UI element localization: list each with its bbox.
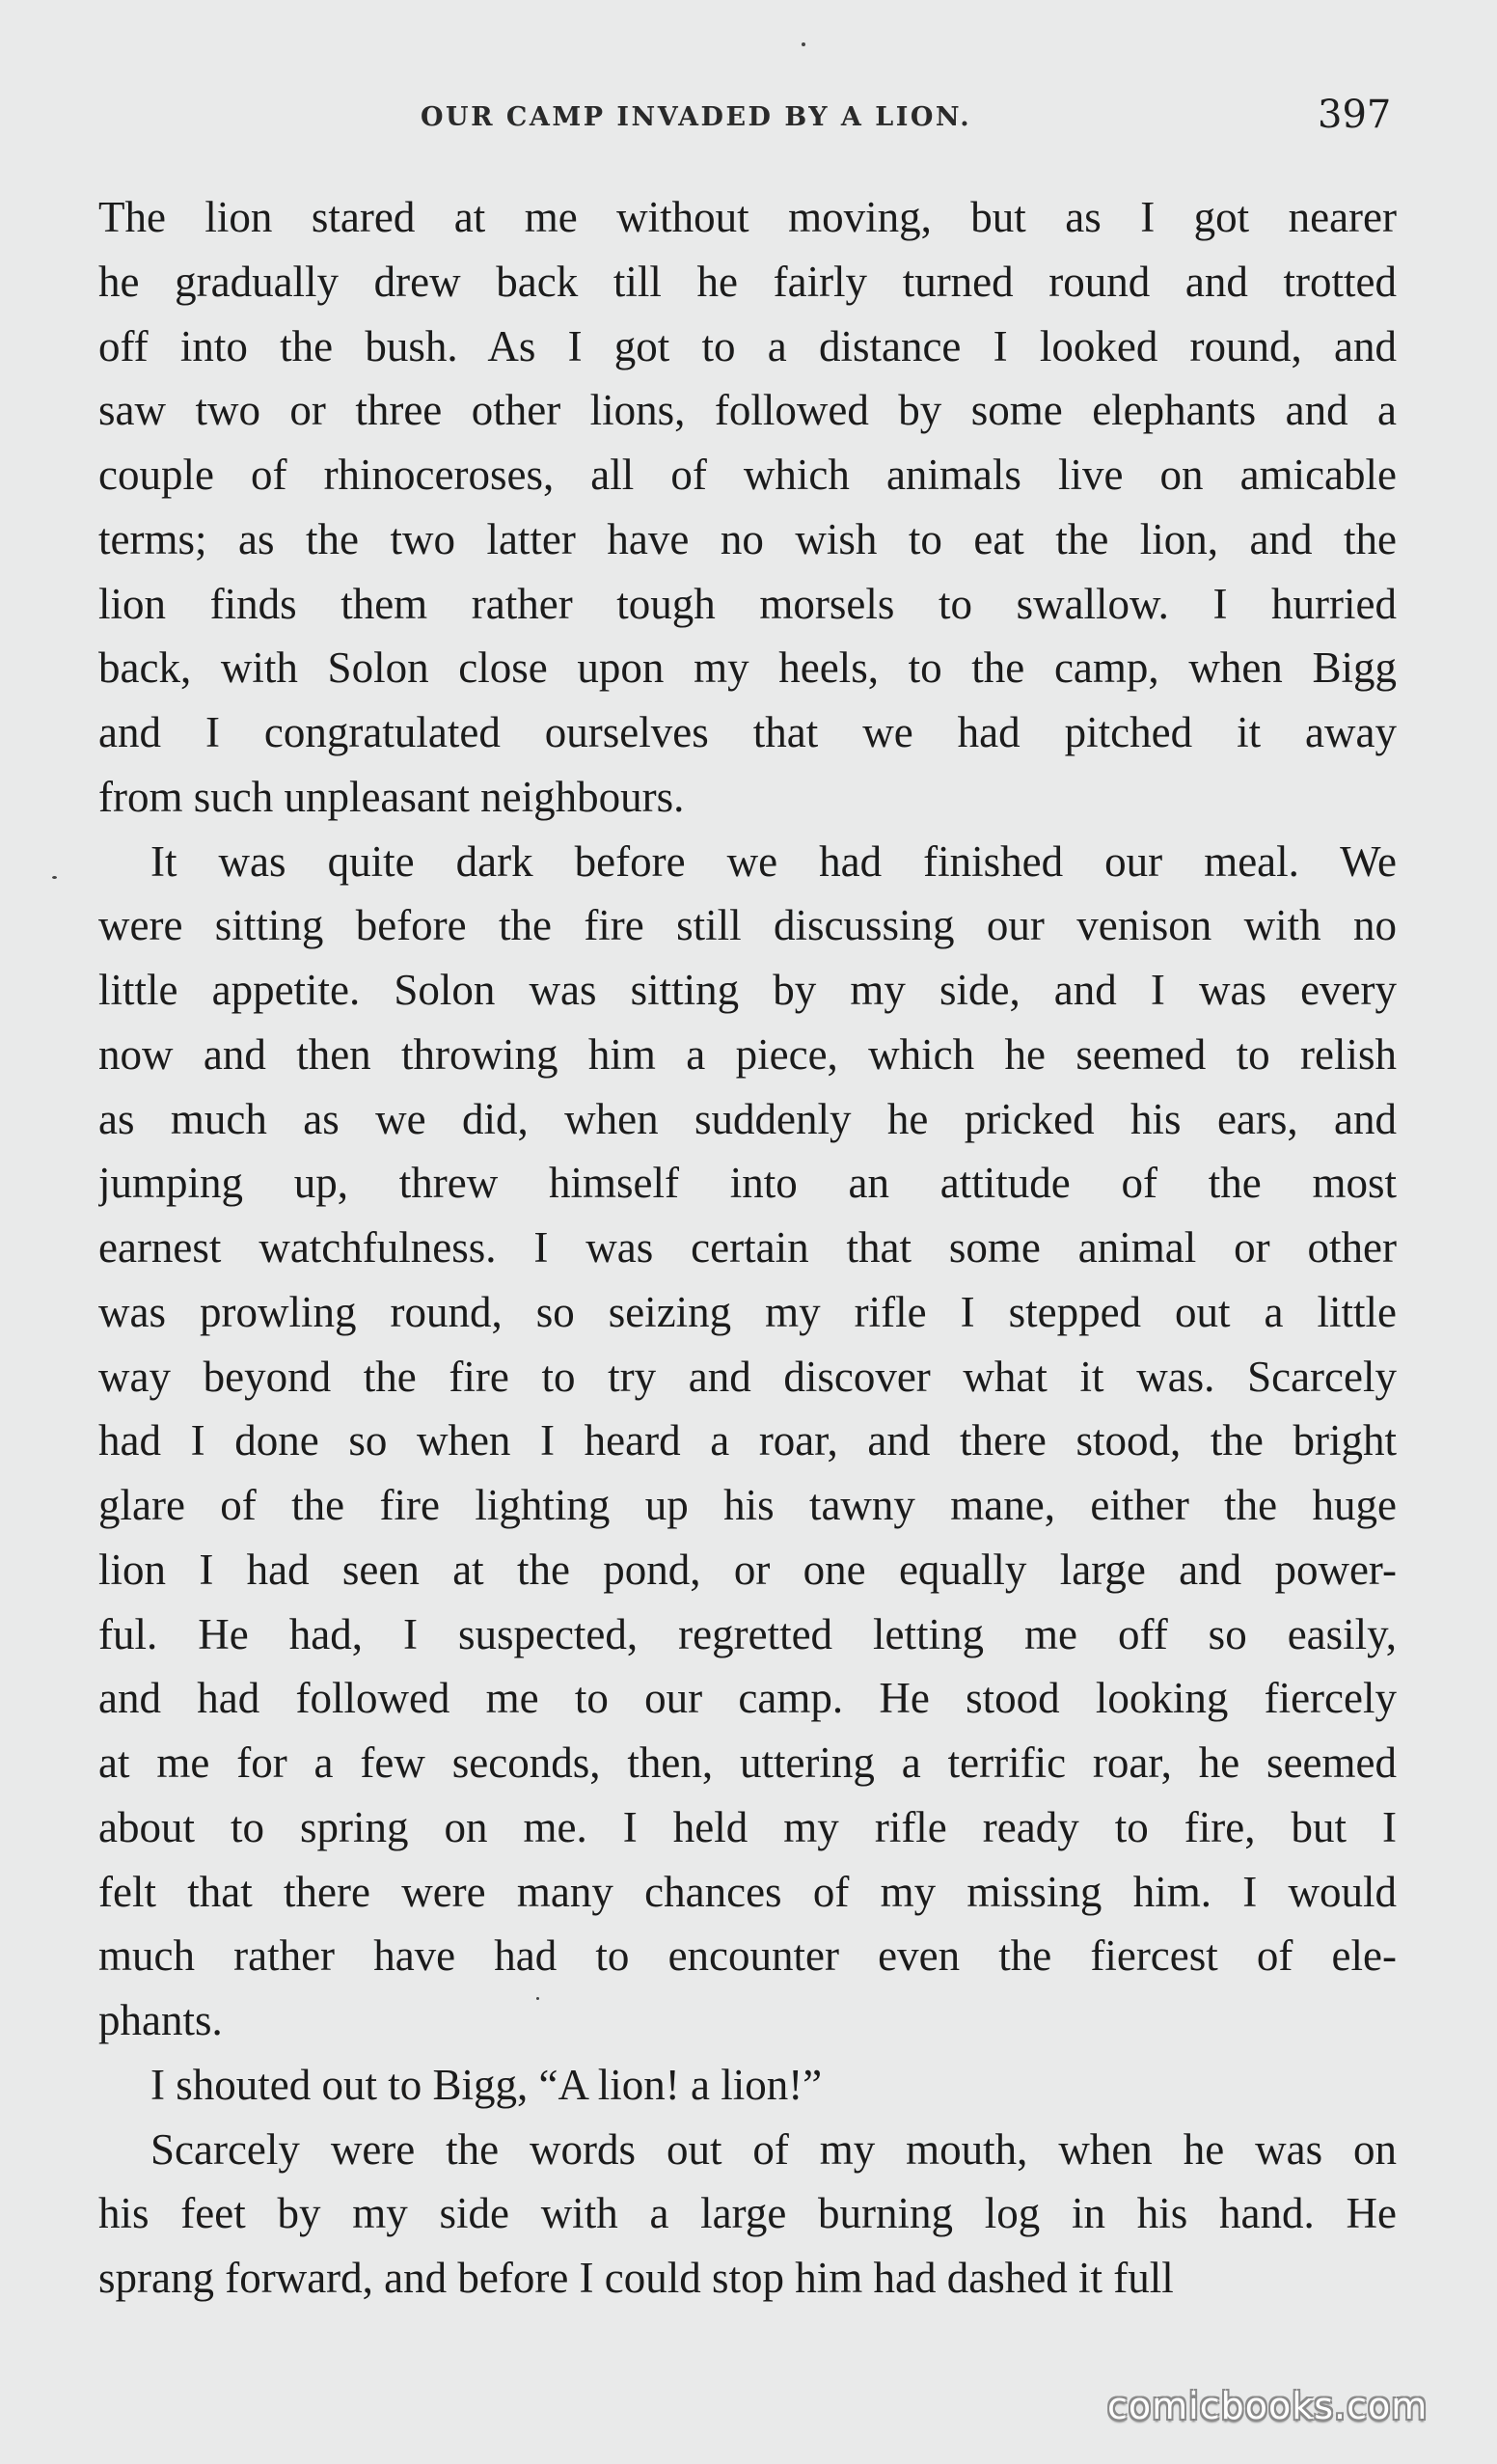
text-line: back, with Solon close upon my heels, to the camp, when Bigg: [98, 643, 1397, 693]
page-number: 397: [1318, 93, 1392, 137]
text-line: about to spring on me. I held my rifle ready to fire, but I: [98, 1802, 1397, 1851]
text-line: was prowling round, so seizing my rifle I stepped out a little: [98, 1287, 1397, 1336]
paragraph: [98, 2053, 1397, 2118]
paragraph: [98, 2118, 1397, 2311]
ink-speck: [802, 42, 805, 46]
text-line: felt that there were many chances of my missing him. I would: [98, 1867, 1397, 1916]
text-line: as much as we did, when suddenly he pricked his ears, and: [98, 1094, 1397, 1143]
text-line: much rather have had to encounter even the fiercest of ele-: [98, 1931, 1397, 1981]
running-head: [0, 89, 1497, 147]
text-line: jumping up, threw himself into an attitude of the most: [98, 1159, 1397, 1208]
text-line: It was quite dark before we had finished our meal. We: [150, 836, 1397, 886]
text-line: couple of rhinoceroses, all of which animals live on amicable: [98, 451, 1397, 499]
text-line: and I congratulated ourselves that we had pitched it away: [98, 708, 1397, 756]
text-line: glare of the fire lighting up his tawny mane, either the huge: [98, 1481, 1397, 1529]
text-line: phants.: [98, 1996, 223, 2044]
text-line: he gradually drew back till he fairly turned round and trotted: [98, 257, 1397, 306]
text-line: lion finds them rather tough morsels to swallow. I hurried: [98, 579, 1397, 628]
text-line: sprang forward, and before I could stop him had dashed it full: [98, 2254, 1174, 2302]
text-line: little appetite. Solon was sitting by my side, and I was every: [98, 966, 1397, 1014]
text-line: earnest watchfulness. I was certain that some animal or other: [98, 1223, 1397, 1272]
text-line: Scarcely were the words out of my mouth, when he was on: [150, 2124, 1397, 2174]
text-line: now and then throwing him a piece, which he seemed to relish: [98, 1029, 1397, 1079]
text-line: had I done so when I heard a roar, and there stood, the bright: [98, 1416, 1397, 1465]
ink-speck: [52, 876, 57, 879]
text-line: at me for a few seconds, then, uttering a terrific roar, he seemed: [98, 1738, 1397, 1787]
text-line: way beyond the fire to try and discover what it was. Scarcely: [98, 1352, 1397, 1401]
site-watermark: comicbooks.com: [1107, 2385, 1429, 2427]
ink-speck: [536, 1997, 539, 2000]
text-line: and had followed me to our camp. He stood looking fiercely: [98, 1674, 1397, 1723]
text-line: lion I had seen at the pond, or one equally large and power-: [98, 1545, 1397, 1594]
text-line: off into the bush. As I got to a distance I looked round, and: [98, 321, 1397, 370]
running-title: OUR CAMP INVADED BY A LION.: [421, 102, 972, 132]
text-line: were sitting before the fire still discussing our venison with no: [98, 901, 1397, 950]
text-line: The lion stared at me without moving, but as I got nearer: [98, 193, 1397, 241]
text-line: from such unpleasant neighbours.: [98, 772, 685, 821]
text-line: terms; as the two latter have no wish to eat the lion, and the: [98, 514, 1397, 563]
text-line: saw two or three other lions, followed by some elephants and a: [98, 386, 1397, 435]
paragraph: [98, 830, 1397, 2053]
body-text: [98, 185, 1397, 2311]
text-line: ful. He had, I suspected, regretted letting me off so easily,: [98, 1609, 1397, 1658]
text-line: I shouted out to Bigg, “A lion! a lion!”: [150, 2060, 823, 2109]
text-line: his feet by my side with a large burning log in his hand. He: [98, 2189, 1397, 2238]
paragraph: [98, 185, 1397, 830]
